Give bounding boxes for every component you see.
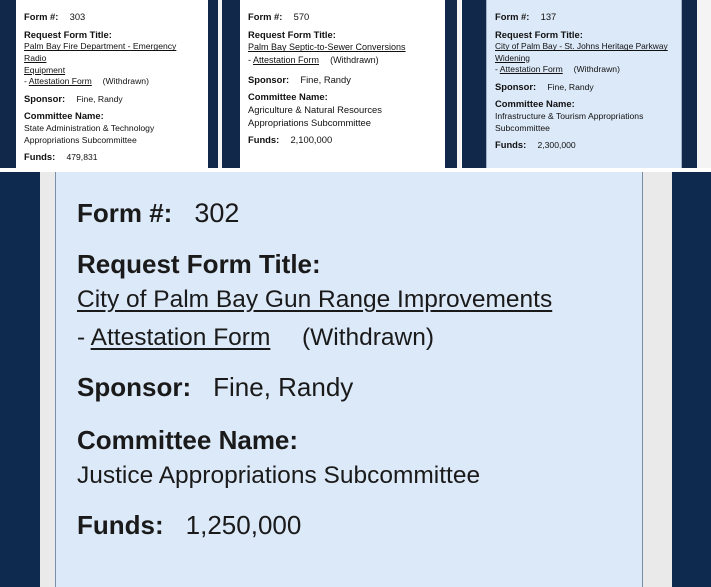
funds-value: 479,831 bbox=[66, 152, 98, 163]
funds-label: Funds: bbox=[248, 134, 280, 146]
committee-value-cont: Appropriations Subcommittee bbox=[248, 116, 371, 128]
form-number-value: 302 bbox=[194, 198, 240, 228]
status-text: (Withdrawn) bbox=[330, 54, 379, 65]
form-number-label: Form #: bbox=[77, 198, 173, 228]
request-title-label: Request Form Title: bbox=[77, 249, 321, 279]
sponsor-row bbox=[495, 81, 673, 94]
attestation-form-link[interactable]: Attestation Form bbox=[253, 54, 320, 65]
attestation-prefix: - bbox=[495, 64, 500, 75]
committee-value: State Administration & Technology bbox=[24, 123, 155, 134]
sponsor-value: Fine, Randy bbox=[213, 372, 354, 402]
funds-label: Funds: bbox=[77, 510, 164, 540]
committee-label: Committee Name: bbox=[77, 425, 299, 455]
status-text: (Withdrawn) bbox=[573, 64, 620, 75]
form-number-label: Form #: bbox=[495, 11, 530, 22]
panel-divider bbox=[457, 0, 461, 168]
request-title-link[interactable]: Palm Bay Septic-to-Sewer Conversions bbox=[248, 42, 406, 53]
request-title-block bbox=[495, 29, 673, 76]
request-title-link[interactable]: City of Palm Bay Gun Range Improvements bbox=[77, 286, 553, 313]
funds-value: 2,300,000 bbox=[537, 140, 576, 151]
committee-block bbox=[248, 91, 437, 129]
form-number-row bbox=[24, 11, 200, 24]
committee-block bbox=[24, 110, 200, 146]
form-number-value: 303 bbox=[69, 11, 86, 22]
attestation-form-link[interactable]: Attestation Form bbox=[28, 76, 92, 87]
status-text: (Withdrawn) bbox=[301, 324, 435, 351]
request-card bbox=[16, 0, 208, 168]
funds-row bbox=[77, 510, 642, 541]
request-title-label: Request Form Title: bbox=[495, 28, 583, 40]
form-number-row bbox=[248, 11, 437, 24]
form-number-row bbox=[495, 11, 673, 24]
request-title-label: Request Form Title: bbox=[24, 28, 112, 40]
request-title-link[interactable]: Palm Bay Fire Department - Emergency Radio bbox=[24, 41, 177, 63]
form-number-row bbox=[77, 198, 642, 229]
request-title-link[interactable]: City of Palm Bay - St. Johns Heritage Parkway bbox=[495, 41, 668, 52]
form-number-value: 137 bbox=[540, 11, 557, 22]
funds-value: 2,100,000 bbox=[290, 134, 333, 146]
status-text: (Withdrawn) bbox=[102, 76, 149, 87]
committee-label: Committee Name: bbox=[495, 98, 575, 110]
sponsor-label: Sponsor: bbox=[24, 92, 66, 104]
request-title-link-cont[interactable]: Equipment bbox=[24, 64, 66, 75]
committee-block bbox=[495, 98, 673, 134]
sponsor-value: Fine, Randy bbox=[300, 73, 351, 85]
sponsor-label: Sponsor: bbox=[248, 73, 290, 85]
committee-value-cont: Subcommittee bbox=[495, 122, 550, 133]
panel-divider bbox=[697, 0, 711, 168]
request-title-label: Request Form Title: bbox=[248, 28, 336, 40]
request-card-selected bbox=[486, 0, 682, 168]
attestation-form-link[interactable]: Attestation Form bbox=[90, 324, 271, 351]
funds-row bbox=[248, 134, 437, 147]
attestation-prefix: - bbox=[248, 54, 254, 65]
form-number-value: 570 bbox=[293, 11, 310, 22]
form-number-label: Form #: bbox=[248, 11, 283, 22]
sponsor-label: Sponsor: bbox=[77, 372, 192, 402]
attestation-prefix: - bbox=[77, 324, 91, 351]
funds-value: 1,250,000 bbox=[185, 510, 302, 540]
committee-label: Committee Name: bbox=[24, 110, 104, 122]
funds-row bbox=[24, 151, 200, 164]
committee-value-cont: Appropriations Subcommittee bbox=[24, 134, 137, 145]
sponsor-row bbox=[248, 74, 437, 87]
committee-value: Agriculture & Natural Resources bbox=[248, 104, 382, 116]
attestation-prefix: - bbox=[24, 76, 29, 87]
committee-label: Committee Name: bbox=[248, 91, 328, 103]
request-card bbox=[240, 0, 445, 168]
sponsor-label: Sponsor: bbox=[495, 80, 537, 92]
committee-value: Justice Appropriations Subcommittee bbox=[77, 462, 481, 489]
sponsor-row bbox=[24, 93, 200, 106]
funds-row bbox=[495, 139, 673, 152]
attestation-form-link[interactable]: Attestation Form bbox=[499, 64, 563, 75]
sponsor-value: Fine, Randy bbox=[76, 93, 123, 104]
committee-block bbox=[77, 425, 642, 490]
sponsor-row bbox=[77, 372, 642, 403]
request-title-block bbox=[77, 249, 642, 352]
funds-label: Funds: bbox=[495, 139, 527, 151]
request-title-link-cont[interactable]: Widening bbox=[495, 52, 530, 63]
form-number-label: Form #: bbox=[24, 11, 59, 22]
funds-label: Funds: bbox=[24, 151, 56, 163]
request-title-block bbox=[248, 29, 437, 66]
sponsor-value: Fine, Randy bbox=[547, 81, 594, 92]
request-title-block bbox=[24, 29, 200, 88]
featured-request-card bbox=[55, 172, 643, 587]
committee-value: Infrastructure & Tourism Appropriations bbox=[495, 111, 644, 122]
